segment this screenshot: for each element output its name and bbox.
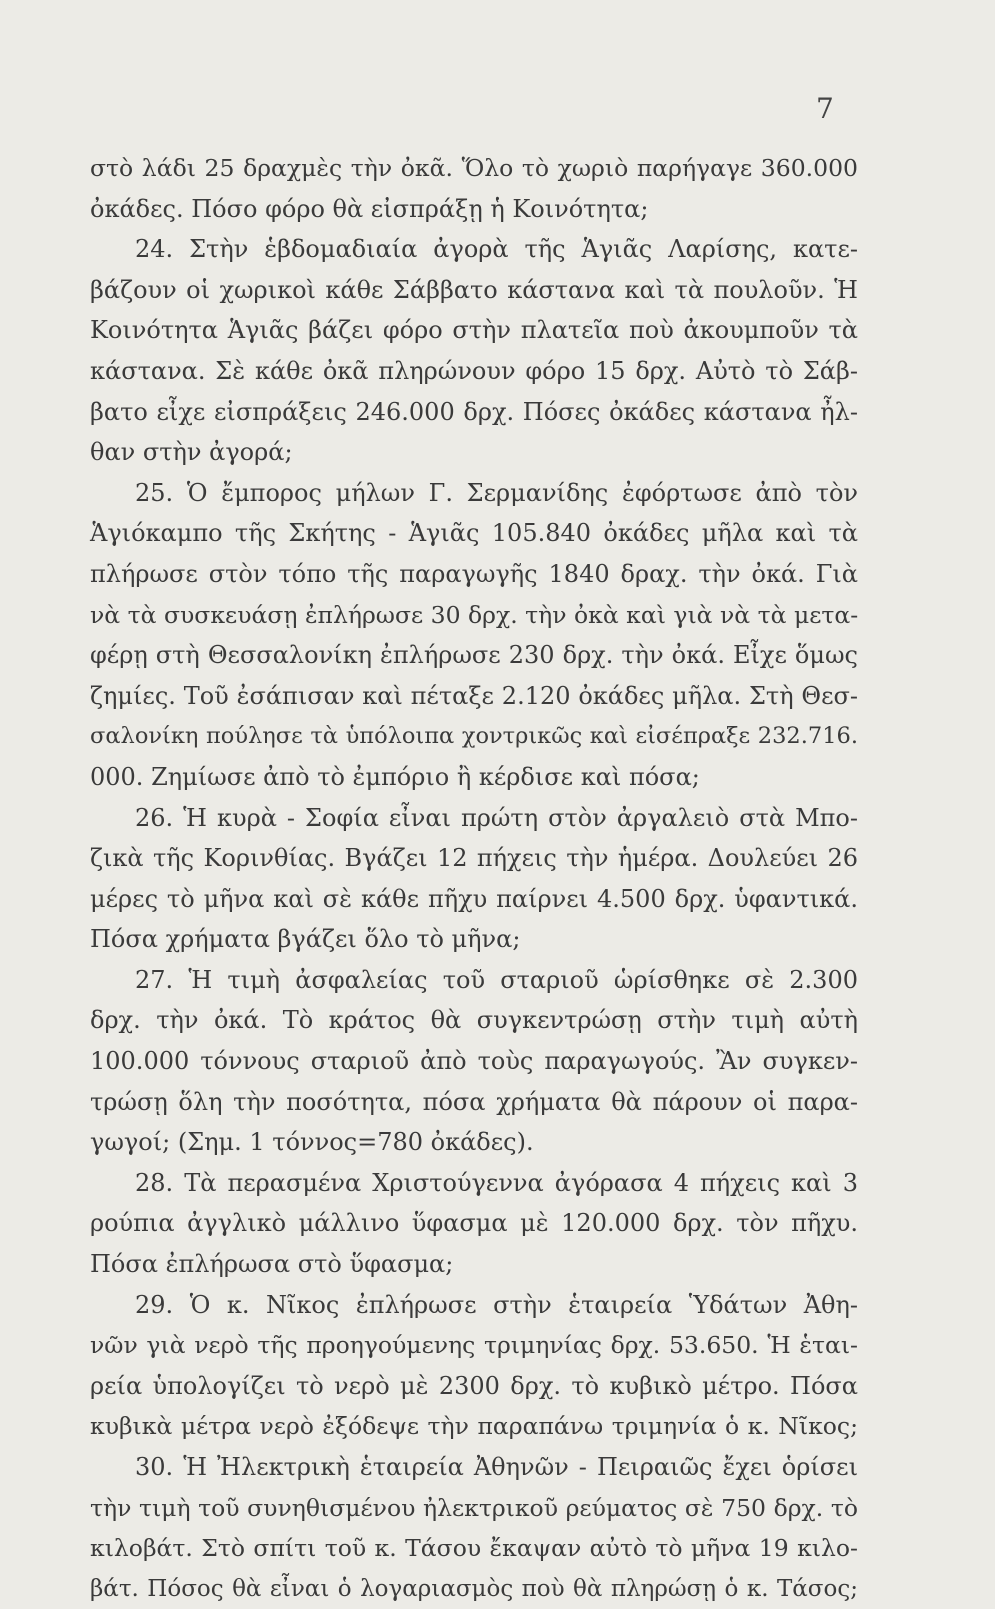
text-line: στὸ λάδι 25 δραχμὲς τὴν ὀκᾶ. Ὅλο τὸ χωριὸ παρήγαγε 360.000 (90, 154, 858, 182)
text-line: 27. Ἡ τιμὴ ἀσφαλείας τοῦ σταριοῦ ὡρίσθηκε σὲ 2.300 (135, 965, 858, 994)
text-line: Ἁγιόκαμπο τῆς Σκήτης - Ἁγιᾶς 105.840 ὀκάδες μῆλα καὶ τὰ (90, 519, 858, 548)
text-line: τρώσῃ ὅλη τὴν ποσότητα, πόσα χρήματα θὰ πάρουν οἱ παρα- (90, 1087, 858, 1116)
text-line: γωγοί; (Σημ. 1 τόννος=780 ὀκάδες). (90, 1128, 534, 1157)
text-line: ρούπια ἀγγλικὸ μάλλινο ὕφασμα μὲ 120.000 δρχ. τὸν πῆχυ. (90, 1209, 858, 1238)
text-line: κυβικὰ μέτρα νερὸ ἐξόδεψε τὴν παραπάνω τριμηνία ὁ κ. Νῖκος; (90, 1412, 858, 1441)
text-line: 000. Ζημίωσε ἀπὸ τὸ ἐμπόριο ἢ κέρδισε καὶ πόσα; (90, 762, 700, 791)
text-line: κάστανα. Σὲ κάθε ὀκᾶ πληρώνουν φόρο 15 δρχ. Αὐτὸ τὸ Σάβ- (90, 356, 858, 385)
text-line: ὀκάδες. Πόσο φόρο θὰ εἰσπράξῃ ἡ Κοινότητα; (90, 194, 649, 223)
text-line: βάζουν οἱ χωρικοὶ κάθε Σάββατο κάστανα καὶ τὰ πουλοῦν. Ἡ (90, 275, 858, 304)
text-line: Κοινότητα Ἁγιᾶς βάζει φόρο στὴν πλατεῖα ποὺ ἀκουμποῦν τὰ (90, 316, 858, 345)
text-line: 100.000 τόννους σταριοῦ ἀπὸ τοὺς παραγωγούς. Ἂν συγκεν- (90, 1047, 858, 1076)
text-line: νῶν γιὰ νερὸ τῆς προηγούμενης τριμηνίας δρχ. 53.650. Ἡ ἑται- (90, 1331, 858, 1360)
text-line: νὰ τὰ συσκευάσῃ ἐπλήρωσε 30 δρχ. τὴν ὀκὰ καὶ γιὰ νὰ τὰ μετα- (90, 600, 859, 629)
text-line: τὴν τιμὴ τοῦ συνηθισμένου ἠλεκτρικοῦ ρεύματος σὲ 750 δρχ. τὸ (90, 1493, 858, 1522)
text-line: σαλονίκη πούλησε τὰ ὑπόλοιπα χοντρικῶς καὶ εἰσέπραξε 232.716. (90, 723, 858, 750)
text-line: ζικὰ τῆς Κορινθίας. Βγάζει 12 πήχεις τὴν ἡμέρα. Δουλεύει 26 (90, 844, 858, 873)
text-line: βάτ. Πόσος θὰ εἶναι ὁ λογαριασμὸς ποὺ θὰ πληρώσῃ ὁ κ. Τάσος; (90, 1575, 858, 1602)
text-line: φέρῃ στὴ Θεσσαλονίκη ἐπλήρωσε 230 δρχ. τὴν ὀκά. Εἶχε ὅμως (90, 641, 858, 670)
page-number: 7 (816, 92, 834, 125)
text-line: 25. Ὁ ἔμπορος μήλων Γ. Σερμανίδης ἐφόρτωσε ἀπὸ τὸν (135, 478, 858, 507)
text-line: 26. Ἡ κυρὰ - Σοφία εἶναι πρώτη στὸν ἀργαλειὸ στὰ Μπο- (135, 803, 858, 832)
body-text (90, 148, 858, 1609)
text-line: Πόσα ἐπλήρωσα στὸ ὕφασμα; (90, 1250, 454, 1279)
text-line: ρεία ὑπολογίζει τὸ νερὸ μὲ 2300 δρχ. τὸ κυβικὸ μέτρο. Πόσα (90, 1371, 858, 1400)
text-line: Πόσα χρήματα βγάζει ὅλο τὸ μῆνα; (90, 925, 521, 954)
text-line: 24. Στὴν ἑβδομαδιαία ἀγορὰ τῆς Ἁγιᾶς Λαρίσης, κατε- (135, 235, 858, 264)
text-line: βατο εἶχε εἰσπράξεις 246.000 δρχ. Πόσες ὀκάδες κάστανα ἦλ- (90, 397, 858, 426)
text-line: ζημίες. Τοῦ ἐσάπισαν καὶ πέταξε 2.120 ὀκάδες μῆλα. Στὴ Θεσ- (90, 681, 858, 710)
text-line: δρχ. τὴν ὀκά. Τὸ κράτος θὰ συγκεντρώσῃ στὴν τιμὴ αὐτὴ (90, 1006, 858, 1035)
text-line: πλήρωσε στὸν τόπο τῆς παραγωγῆς 1840 δραχ. τὴν ὀκά. Γιὰ (90, 559, 858, 588)
text-line: μέρες τὸ μῆνα καὶ σὲ κάθε πῆχυ παίρνει 4.500 δρχ. ὑφαντικά. (90, 884, 858, 913)
text-line: 29. Ὁ κ. Νῖκος ἐπλήρωσε στὴν ἑταιρεία Ὑδάτων Ἀθη- (135, 1290, 858, 1319)
text-line: 30. Ἡ Ἠλεκτρικὴ ἑταιρεία Ἀθηνῶν - Πειραιῶς ἔχει ὁρίσει (135, 1453, 858, 1481)
text-line: θαν στὴν ἀγορά; (90, 438, 293, 467)
text-line: κιλοβάτ. Στὸ σπίτι τοῦ κ. Τάσου ἔκαψαν αὐτὸ τὸ μῆνα 19 κιλο- (90, 1534, 858, 1563)
text-line: 28. Τὰ περασμένα Χριστούγεννα ἀγόρασα 4 πήχεις καὶ 3 (135, 1168, 858, 1197)
